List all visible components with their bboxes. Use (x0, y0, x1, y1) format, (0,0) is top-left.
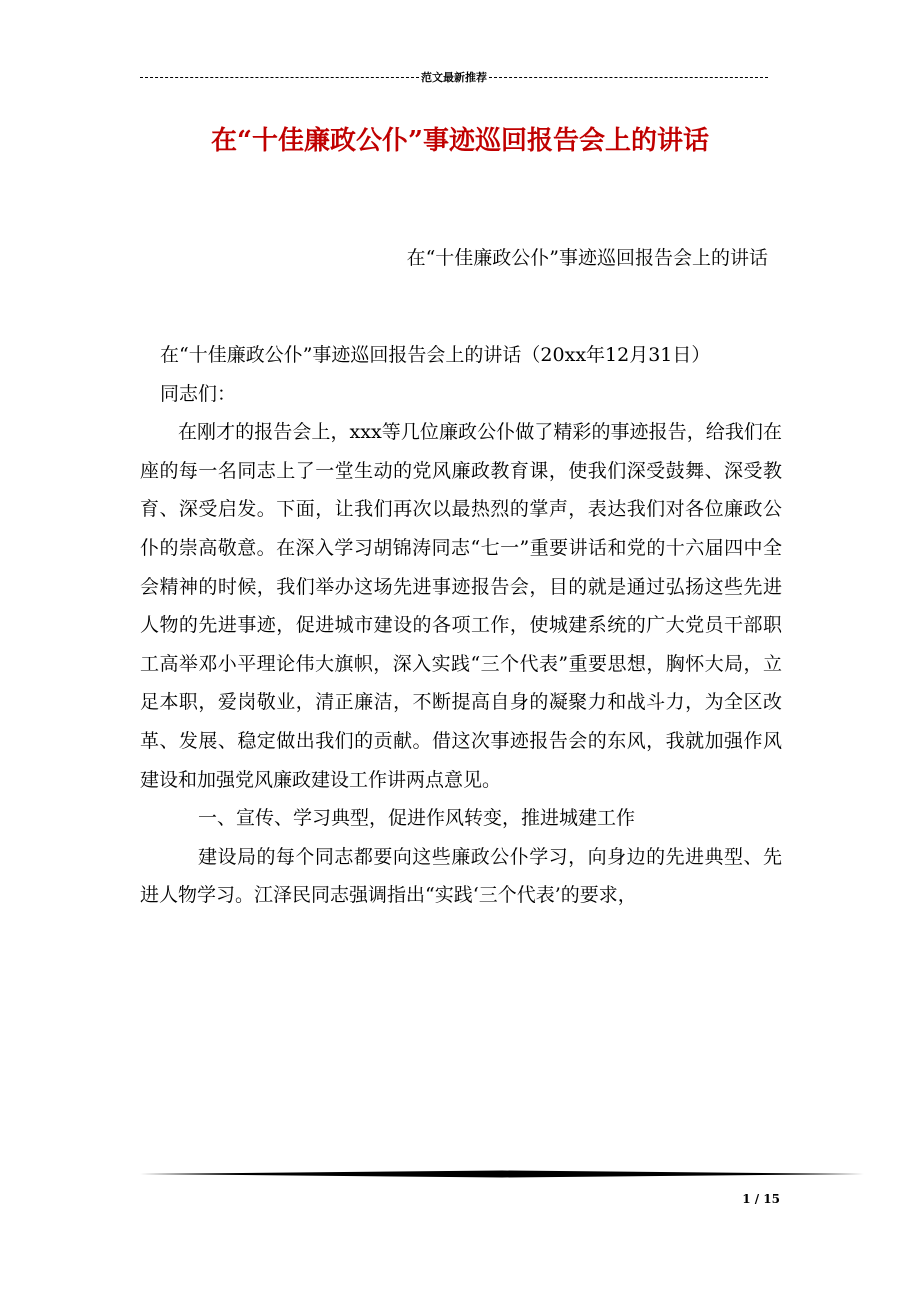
header-dash-left (140, 77, 419, 78)
header-dash-right (489, 77, 768, 78)
section-paragraph: 建设局的每个同志都要向这些廉政公仆学习，向身边的先进典型、先进人物学习。江泽民同志强调指出“实践‘三个代表’的要求， (140, 845, 782, 907)
greeting-paragraph: 同志们： (160, 382, 237, 405)
document-title: 在“十佳廉政公仆”事迹巡回报告会上的讲话 (211, 126, 709, 156)
section-heading: 一、宣传、学习典型，促进作风转变，推进城建工作 (198, 807, 636, 830)
page-number: 1 / 15 (742, 1192, 780, 1206)
header-rule (140, 68, 768, 86)
document-body (140, 336, 782, 915)
intro-paragraph: 在“十佳廉政公仆”事迹巡回报告会上的讲话（20xx年12月31日） (160, 344, 711, 366)
document-subtitle: 在“十佳廉政公仆”事迹巡回报告会上的讲话 (406, 247, 768, 269)
footer-divider (140, 1170, 864, 1178)
main-paragraph: 在刚才的报告会上，xxx等几位廉政公仆做了精彩的事迹报告，给我们在座的每一名同志上了一堂生动的党风廉政教育课，使我们深受鼓舞、深受教育、深受启发。下面，让我们再次以最热烈的掌声，表达我们对各位廉政公仆的崇高敬意。在深入学习胡锦涛同志“七一”重要讲话和党的十六届四中全会精神的时候，我们举办这场先进事迹报告会，目的就是通过弘扬这些先进人物的先进事迹，促进城市建设的各项工作，使城建系统的广大党员干部职工高举邓小平理论伟大旗帜，深入实践“三个代表”重要思想，胸怀大局，立足本职，爱岗敬业，清正廉洁，不断提高自身的凝聚力和战斗力，为全区改革、发展、稳定做出我们的贡献。借这次事迹报告会的东风，我就加强作风建设和加强党风廉政建设工作讲两点意见。 (140, 421, 782, 791)
header-label: 范文最新推荐 (421, 71, 487, 84)
